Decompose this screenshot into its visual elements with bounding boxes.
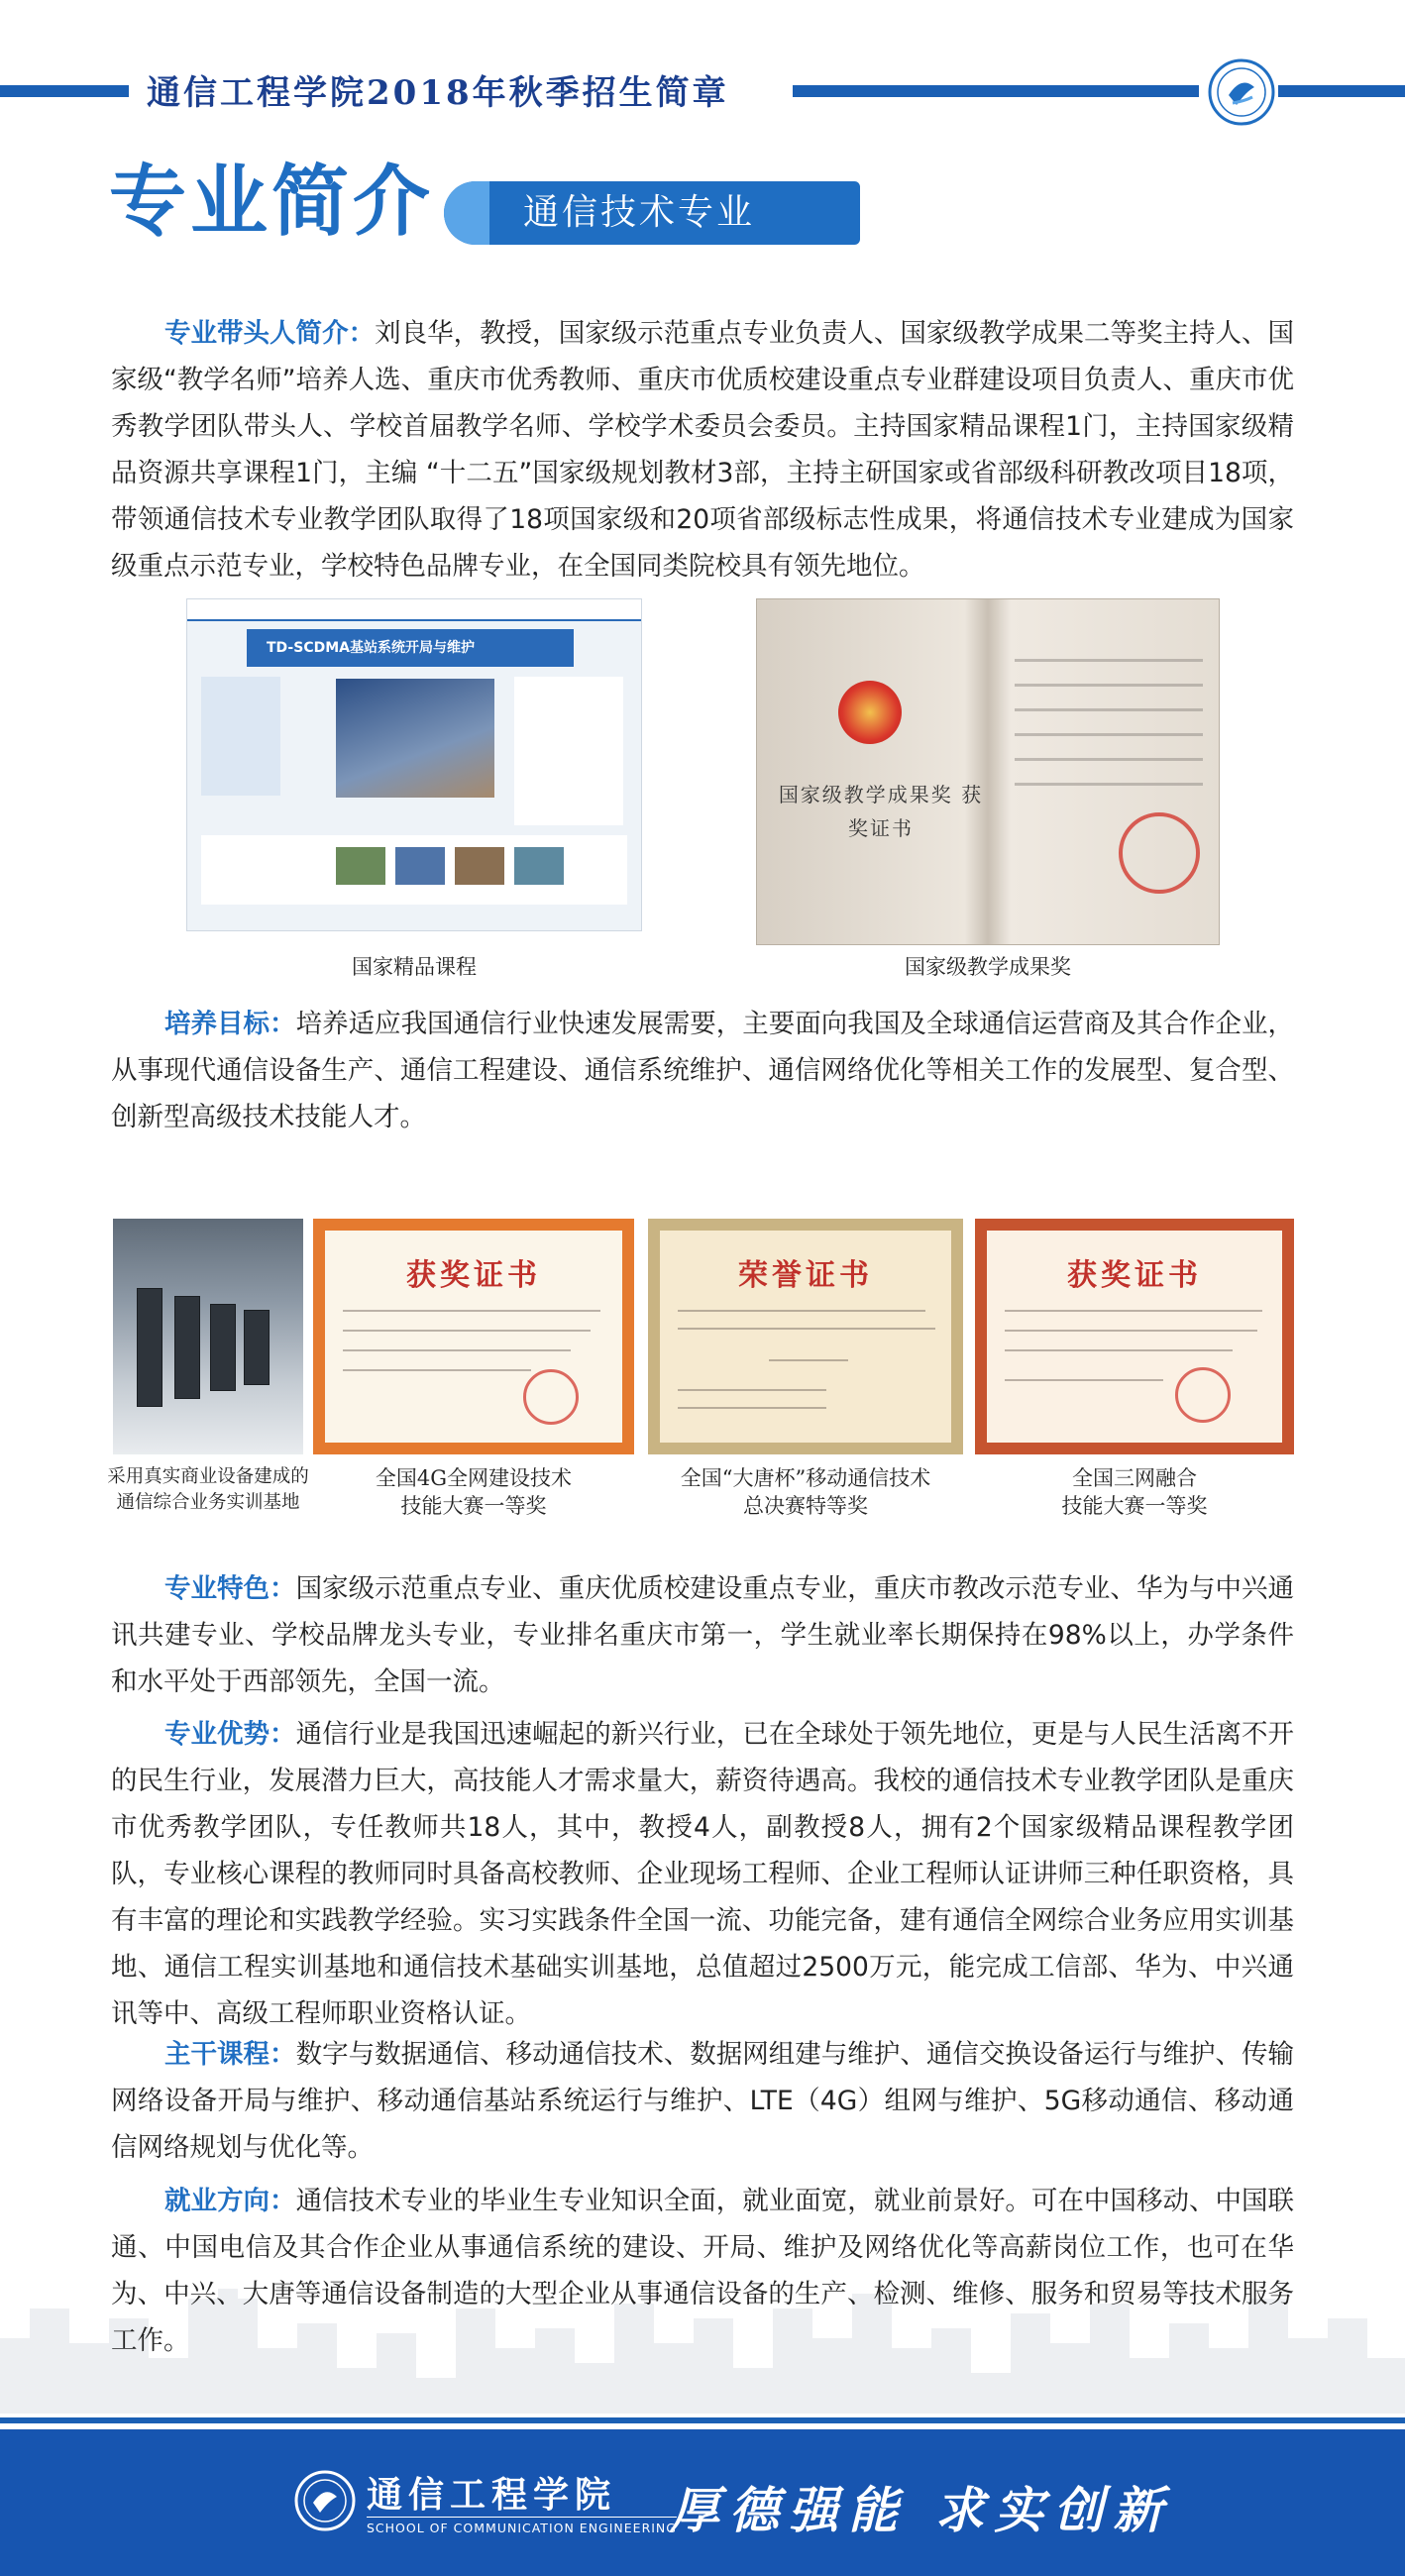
- teaching-award-certificate-image: [756, 598, 1220, 945]
- site-classroom-photo: [336, 679, 494, 798]
- site-thumbnail: [336, 847, 385, 885]
- career-text: 通信技术专业的毕业生专业知识全面，就业面宽，就业前景好。可在中国移动、中国联通、中国电信及其合作企业从事通信系统的建设、开局、维护及网络优化等高薪岗位工作，也可在华为、中兴、大唐等通信设备制造的大型企业从事通信设备的生产、检测、维修、服务和贸易等技术服务工作。: [111, 2186, 1295, 2356]
- core-courses-label: 主干课程：: [164, 2039, 296, 2070]
- server-rack: [210, 1304, 236, 1391]
- course-website-caption: 国家精品课程: [352, 955, 477, 979]
- core-courses-text: 数字与数据通信、移动通信技术、数据网组建与维护、通信交换设备运行与维护、传输网络设备开局与维护、移动通信基站系统运行与维护、LTE（4G）组网与维护、5G移动通信、移动通信网络规划与优化等。: [111, 2039, 1295, 2163]
- document-title: 通信工程学院2018年秋季招生简章: [147, 73, 729, 113]
- certificate-text-lines: [1015, 659, 1203, 807]
- red-seal-icon: [1119, 812, 1200, 894]
- header-rule-right: [793, 85, 1199, 97]
- certificate-datang-image: [648, 1219, 963, 1454]
- course-website-image: [186, 598, 642, 931]
- server-rack: [174, 1296, 200, 1399]
- site-thumbnail: [395, 847, 445, 885]
- major-tab: [444, 181, 860, 245]
- leader-intro-paragraph: [111, 310, 1294, 590]
- page-footer: [0, 2429, 1405, 2576]
- major-tab-label: 通信技术专业: [523, 192, 756, 233]
- major-feature-paragraph: [111, 1565, 1294, 1705]
- major-feature-label: 专业特色：: [164, 1573, 296, 1604]
- training-goal-paragraph: [111, 1001, 1294, 1140]
- header-rule-left: [0, 85, 129, 97]
- core-courses-paragraph: [111, 2031, 1294, 2171]
- certificate-4g-heading: 获奖证书: [406, 1258, 541, 1293]
- certificate-datang-heading: 荣誉证书: [738, 1258, 873, 1293]
- certificate-title: 国家级教学成果奖 获奖证书: [778, 783, 984, 840]
- certificate-triple-play-image: [975, 1219, 1294, 1454]
- training-base-caption: 采用真实商业设备建成的 通信综合业务实训基地: [107, 1466, 309, 1513]
- major-advantage-text: 通信行业是我国迅速崛起的新兴行业，已在全球处于领先地位，更是与人民生活离不开的民生行业，发展潜力巨大，高技能人才需求量大，薪资待遇高。我校的通信技术专业教学团队是重庆市优秀教学团队，专任教师共18人，其中，教授4人，副教授8人，拥有2个国家级精品课程教学团队，专业核心课程的教师同时具备高校教师、企业现场工程师、企业工程师认证讲师三种任职资格，具有丰富的理论和实践教学经验。实习实践条件全国一流、功能完备，建有通信全网综合业务应用实训基地、通信工程实训基地和通信技术基础实训基地，总值超过2500万元，能完成工信部、华为、中兴通讯等中、高级工程师职业资格认证。: [111, 1719, 1295, 2029]
- training-goal-label: 培养目标：: [164, 1009, 296, 1039]
- school-emblem-icon: [1207, 57, 1276, 127]
- certificate-datang-caption: 全国“大唐杯”移动通信技术 总决赛特等奖: [680, 1466, 931, 1518]
- major-feature-text: 国家级示范重点专业、重庆优质校建设重点专业，重庆市教改示范专业、华为与中兴通讯共建专业、学校品牌龙头专业，专业排名重庆市第一，学生就业率长期保持在98%以上，办学条件和水平处于西部领先，全国一流。: [111, 1573, 1295, 1697]
- site-right-panel: [514, 677, 623, 825]
- national-emblem-icon: [838, 681, 902, 744]
- site-thumbnail: [455, 847, 504, 885]
- certificate-4g-caption: 全国4G全网建设技术 技能大赛一等奖: [375, 1466, 573, 1518]
- red-seal-icon: [1175, 1367, 1231, 1423]
- training-goal-text: 培养适应我国通信行业快速发展需要，主要面向我国及全球通信运营商及其合作企业，从事现代通信设备生产、通信工程建设、通信系统维护、通信网络优化等相关工作的发展型、复合型、创新型高级技术技能人才。: [111, 1009, 1295, 1132]
- footer-rule: [0, 2417, 1405, 2423]
- footer-motto: 厚德强能 求实创新: [670, 2481, 1173, 2539]
- server-rack: [244, 1310, 270, 1385]
- red-seal-icon: [523, 1369, 579, 1425]
- major-advantage-paragraph: [111, 1711, 1294, 2037]
- career-paragraph: [111, 2178, 1294, 2364]
- training-base-photo: [113, 1219, 303, 1454]
- certificate-4g-image: [313, 1219, 634, 1454]
- header-rule-far-right: [1278, 85, 1405, 97]
- site-left-menu: [201, 677, 280, 796]
- leader-intro-label: 专业带头人简介：: [164, 318, 376, 349]
- server-rack: [137, 1288, 162, 1407]
- teaching-award-caption: 国家级教学成果奖: [905, 955, 1071, 979]
- leader-intro-text: 刘良华，教授，国家级示范重点专业负责人、国家级教学成果二等奖主持人、国家级“教学名师”培养人选、重庆市优秀教师、重庆市优质校建设重点专业群建设项目负责人、重庆市优秀教学团队带头人、学校首届教学名师、学校学术委员会委员。主持国家精品课程1门，主持国家级精品资源共享课程1门，主编 “十二五”国家级规划教材3部，主持主研国家或省部级科研教改项目18项，带领通信技术专业教学团队取得了18项国家级和20项省部级标志性成果，将通信技术专业建成为国家级重点示范专业，学校特色品牌专业，在全国同类院校具有领先地位。: [111, 318, 1295, 582]
- certificate-triple-play-heading: 获奖证书: [1067, 1258, 1202, 1293]
- certificate-triple-play-caption: 全国三网融合 技能大赛一等奖: [1061, 1466, 1208, 1518]
- major-advantage-label: 专业优势：: [164, 1719, 296, 1750]
- section-heading: 专业简介: [109, 157, 435, 247]
- footer-school-name: 通信工程学院: [367, 2474, 617, 2516]
- site-thumbnail: [514, 847, 564, 885]
- school-logo-icon: [293, 2469, 357, 2532]
- site-nav-bar: [187, 599, 641, 621]
- footer-school-name-en: SCHOOL OF COMMUNICATION ENGINEERING: [367, 2517, 677, 2535]
- career-label: 就业方向：: [164, 2186, 296, 2216]
- site-banner: TD-SCDMA基站系统开局与维护: [247, 629, 574, 667]
